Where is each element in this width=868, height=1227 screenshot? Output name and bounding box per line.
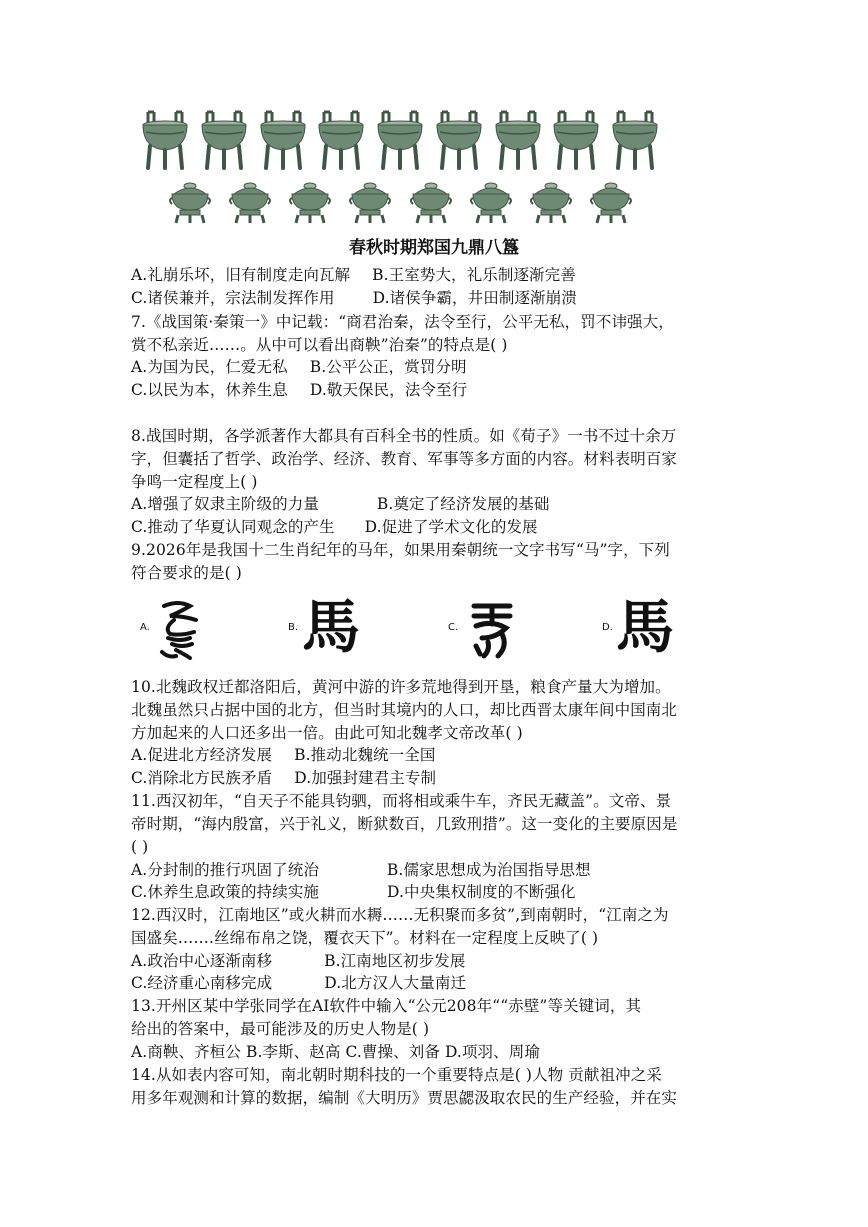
q8-option-b[interactable]: B.奠定了经济发展的基础 bbox=[376, 495, 550, 513]
q8-option-c[interactable]: C.推动了华夏认同观念的产生 bbox=[131, 518, 335, 536]
q7-options-row2 bbox=[131, 380, 467, 400]
q11-options-row1 bbox=[131, 860, 591, 880]
q11-options-row2 bbox=[131, 882, 576, 902]
q7-options-row1 bbox=[131, 357, 467, 377]
q7-option-b[interactable]: B.公平公正，赏罚分明 bbox=[309, 358, 467, 376]
ding-vessel bbox=[434, 108, 484, 170]
q11-option-a[interactable]: A.分封制的推行巩固了统治 bbox=[131, 861, 319, 879]
q6-option-a[interactable]: A.礼崩乐坏，旧有制度走向瓦解 bbox=[131, 266, 351, 284]
q12-option-c[interactable]: C.经济重心南移完成 bbox=[131, 974, 273, 992]
ding-vessel bbox=[375, 108, 425, 170]
q10-option-c[interactable]: C.消除北方民族矛盾 bbox=[131, 769, 273, 787]
q10-option-a[interactable]: A.促进北方经济发展 bbox=[131, 746, 273, 764]
q9-stem-line2: 符合要求的是( ) bbox=[131, 564, 242, 582]
option-label: C. bbox=[448, 622, 459, 633]
q14-stem-line2: 用多年观测和计算的数据，编制《大明历》贾思勰汲取农民的生产经验，并在实 bbox=[131, 1089, 678, 1107]
gui-vessel bbox=[228, 180, 272, 224]
gui-vessels-row bbox=[168, 180, 633, 224]
ding-vessel bbox=[316, 108, 366, 170]
q11-option-d[interactable]: D.中央集权制度的不断强化 bbox=[387, 883, 576, 901]
q10-option-d[interactable]: D.加强封建君主专制 bbox=[294, 769, 437, 787]
q12-option-b[interactable]: B.江南地区初步发展 bbox=[324, 952, 466, 970]
q13-options: A.商鞅、齐桓公 B.李斯、赵高 C.曹操、刘备 D.项羽、周瑜 bbox=[131, 1043, 540, 1061]
q8-options-row1 bbox=[131, 494, 549, 514]
q8-stem-line2: 字，但囊括了哲学、政治学、经济、教育、军事等多方面的内容。材料表明百家 bbox=[131, 450, 678, 468]
q12-option-d[interactable]: D.北方汉人大量南迁 bbox=[324, 974, 467, 992]
q12-options-row1 bbox=[131, 951, 465, 971]
q10-stem-line1: 10.北魏政权迁都洛阳后，黄河中游的许多荒地得到开垦，粮食产量大为增加。 bbox=[131, 678, 671, 696]
ding-vessel bbox=[610, 108, 660, 170]
ding-vessel bbox=[551, 108, 601, 170]
q8-stem-line1: 8.战国时期，各学派著作大都具有百科全书的性质。如《荀子》一书不过十余万 bbox=[131, 427, 677, 445]
q6-options-row1 bbox=[131, 265, 576, 285]
figure-caption: 春秋时期郑国九鼎八簋 bbox=[349, 238, 519, 258]
q13-stem-line2: 给出的答案中，最可能涉及的历史人物是( ) bbox=[131, 1020, 430, 1038]
seal-script-horse-glyph-c bbox=[462, 598, 532, 664]
q10-options-row1 bbox=[131, 745, 435, 765]
q10-stem-line2: 北魏虽然只占据中国的北方，但当时其境内的人口，却比西晋太康年间中国南北 bbox=[131, 701, 678, 719]
q6-options-row2 bbox=[131, 288, 577, 308]
q12-stem-line2: 国盛矣…….丝绵布帛之饶，覆衣天下”。材料在一定程度上反映了( ) bbox=[131, 929, 599, 947]
q7-option-c[interactable]: C.以民为本，休养生息 bbox=[131, 381, 288, 399]
option-label: B. bbox=[288, 622, 299, 633]
q14-stem-line1: 14.从如表内容可知，南北朝时期科技的一个重要特点是( )人物 贡献祖冲之采 bbox=[131, 1066, 662, 1084]
q8-option-a[interactable]: A.增强了奴隶主阶级的力量 bbox=[131, 495, 319, 513]
ding-vessel bbox=[140, 108, 190, 170]
q10-options-row2 bbox=[131, 768, 436, 788]
option-label: D. bbox=[602, 622, 613, 633]
seal-script-horse-glyph-a bbox=[150, 598, 220, 664]
q11-stem-line3: ( ) bbox=[131, 838, 149, 856]
q8-stem-line3: 争鸣一定程度上( ) bbox=[131, 473, 258, 491]
q9-character-options bbox=[140, 593, 710, 664]
option-label: A. bbox=[140, 622, 150, 633]
gui-vessel bbox=[589, 180, 633, 224]
q7-stem-line2: 赏不私亲近……。从中可以看出商鞅”治秦”的特点是( ) bbox=[131, 336, 508, 354]
q11-option-c[interactable]: C.休养生息政策的持续实施 bbox=[131, 883, 320, 901]
gui-vessel bbox=[168, 180, 212, 224]
q10-stem-line3: 方加起来的人口还多出一倍。由此可知北魏孝文帝改革( ) bbox=[131, 724, 523, 742]
horse-character-b: 馬 bbox=[302, 593, 361, 661]
q7-option-d[interactable]: D.敬天保民，法令至行 bbox=[309, 381, 468, 399]
q10-option-b[interactable]: B.推动北魏统一全国 bbox=[294, 746, 436, 764]
q13-stem-line1: 13.开州区某中学张同学在AI软件中输入“公元208年““赤壁”等关键词，其 bbox=[131, 997, 642, 1015]
q9-stem-line1: 9.2026年是我国十二生肖纪年的马年，如果用秦朝统一文字书写“马”字，下列 bbox=[131, 541, 670, 559]
q8-option-d[interactable]: D.促进了学术文化的发展 bbox=[364, 518, 538, 536]
q6-option-b[interactable]: B.王室势大，礼乐制逐渐完善 bbox=[372, 266, 576, 284]
gui-vessel bbox=[288, 180, 332, 224]
horse-character-d: 馬 bbox=[616, 593, 675, 661]
ding-vessel bbox=[258, 108, 308, 170]
gui-vessel bbox=[529, 180, 573, 224]
q11-stem-line2: 帝时期，“海内殷富，兴于礼义，断狱数百，几致刑措”。这一变化的主要原因是 bbox=[131, 815, 678, 833]
gui-vessel bbox=[469, 180, 513, 224]
q7-option-a[interactable]: A.为国为民，仁爱无私 bbox=[131, 358, 288, 376]
gui-vessel bbox=[348, 180, 392, 224]
q12-option-a[interactable]: A.政治中心逐渐南移 bbox=[131, 952, 273, 970]
ding-vessel bbox=[199, 108, 249, 170]
q11-stem-line1: 11.西汉初年，“自天子不能具钧驷，而将相或乘牛车，齐民无藏盖”。文帝、景 bbox=[131, 792, 672, 810]
q8-options-row2 bbox=[131, 517, 538, 537]
q7-stem-line1: 7.《战国策·秦策一》中记载：“商君治秦，法令至行，公平无私，罚不讳强大， bbox=[131, 313, 674, 331]
q12-options-row2 bbox=[131, 973, 466, 993]
q6-option-d[interactable]: D.诸侯争霸，井田制逐渐崩溃 bbox=[372, 289, 577, 307]
gui-vessel bbox=[409, 180, 453, 224]
q11-option-b[interactable]: B.儒家思想成为治国指导思想 bbox=[386, 861, 591, 879]
ding-vessel bbox=[493, 108, 543, 170]
q6-option-c[interactable]: C.诸侯兼并，宗法制发挥作用 bbox=[131, 289, 335, 307]
q12-stem-line1: 12.西汉时，江南地区”或火耕而水耨……无积聚而多贫”,到南朝时，“江南之为 bbox=[131, 906, 669, 924]
ding-vessels-row bbox=[140, 108, 660, 170]
